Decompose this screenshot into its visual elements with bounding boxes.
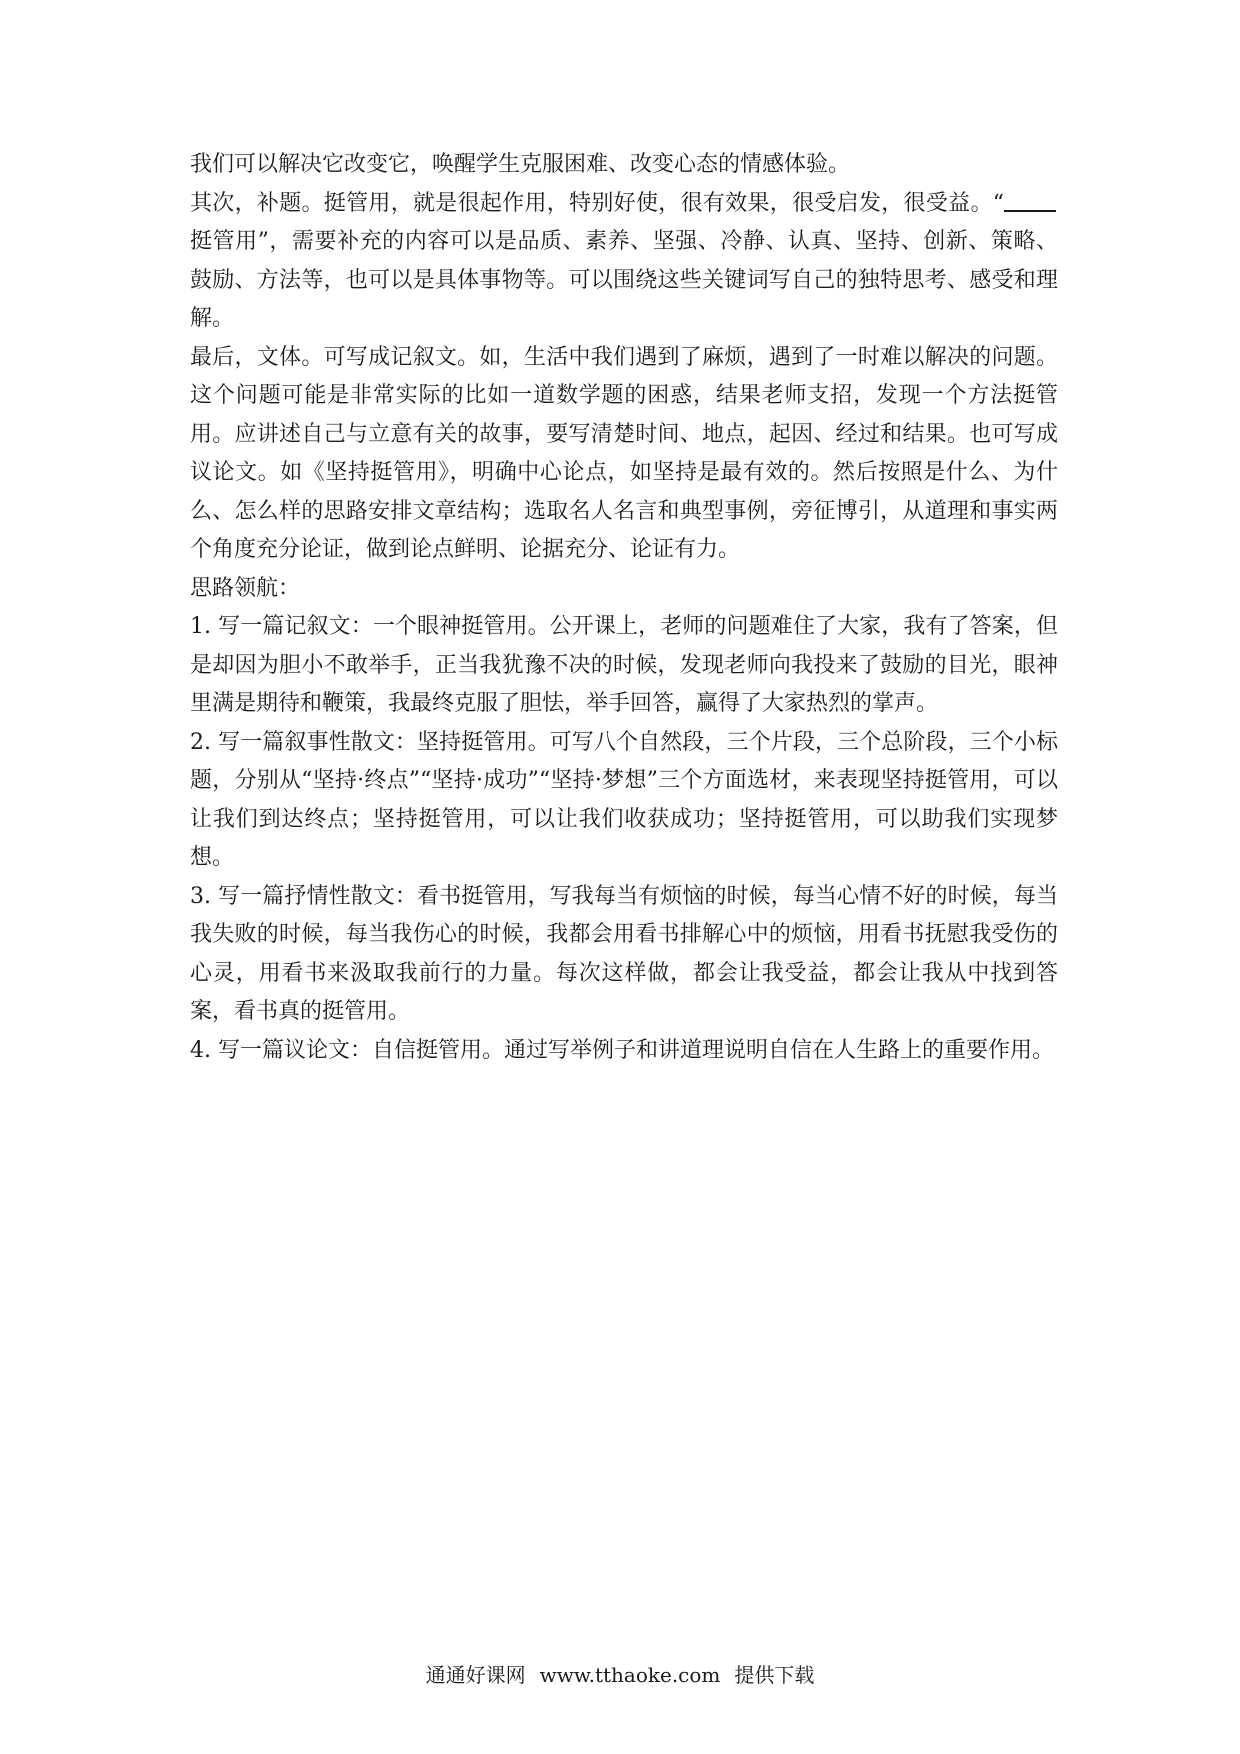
fill-in-blank-line <box>1004 188 1056 212</box>
list-item-3-lyrical-prose: 3. 写一篇抒情性散文：看书挺管用，写我每当有烦恼的时候，每当心情不好的时候，每当我失败的时候，每当我伤心的时候，我都会用看书排解心中的烦恼，用看书抚慰我受伤的心灵，用看书来汲取我前行的力量。每次这样做，都会让我受益，都会让我从中找到答案，看书真的挺管用。 <box>190 883 1058 1024</box>
page-footer <box>0 1659 1240 1688</box>
paragraph-supplement-topic <box>190 185 1058 339</box>
paragraph-intro-end: 我们可以解决它改变它，唤醒学生克服困难、改变心态的情感体验。 <box>190 152 851 177</box>
paragraph-genre: 最后，文体。可写成记叙文。如，生活中我们遇到了麻烦，遇到了一时难以解决的问题。这个问题可能是非常实际的比如一道数学题的困惑，结果老师支招，发现一个方法挺管用。应讲述自己与立意有关的故事，要写清楚时间、地点，起因、经过和结果。也可写成议论文。如《坚持挺管用》，明确中心论点，如坚持是最有效的。然后按照是什么、为什么、怎么样的思路安排文章结构；选取名人名言和典型事例，旁征博引，从道理和事实两个角度充分论证，做到论点鲜明、论据充分、论证有力。 <box>190 344 1058 562</box>
footer-suffix: 提供下载 <box>734 1663 815 1687</box>
list-item-1-narrative: 1. 写一篇记叙文：一个眼神挺管用。公开课上，老师的问题难住了大家，我有了答案，但是却因为胆小不敢举手，正当我犹豫不决的时候，发现老师向我投来了鼓励的目光，眼神里满是期待和鞭策，我最终克服了胆怯，举手回答，赢得了大家热烈的掌声。 <box>190 614 1058 716</box>
list-item-2-narrative-prose: 2. 写一篇叙事性散文：坚持挺管用。可写八个自然段，三个片段，三个总阶段，三个小标题，分别从“坚持·终点”“坚持·成功”“坚持·梦想”三个方面选材，来表现坚持挺管用，可以让我们到达终点；坚持挺管用，可以让我们收获成功；坚持挺管用，可以助我们实现梦想。 <box>190 729 1058 870</box>
section-heading-thinking: 思路领航： <box>190 575 301 601</box>
document-body <box>190 146 1058 1070</box>
footer-site-name: 通通好课网 <box>425 1663 526 1687</box>
paragraph-supplement-topic-text: 其次，补题。挺管用，就是很起作用，特别好使，很有效果，很受启发，很受益。“ <box>190 190 1004 216</box>
paragraph-supplement-topic-continued: 挺管用”，需要补充的内容可以是品质、素养、坚强、冷静、认真、坚持、创新、策略、鼓励、方法等，也可以是具体事物等。可以围绕这些关键词写自己的独特思考、感受和理解。 <box>190 229 1058 331</box>
list-item-4-argumentative: 4. 写一篇议论文：自信挺管用。通过写举例子和讲道理说明自信在人生路上的重要作用。 <box>190 1037 1054 1063</box>
footer-url: www.tthaoke.com <box>539 1663 721 1687</box>
